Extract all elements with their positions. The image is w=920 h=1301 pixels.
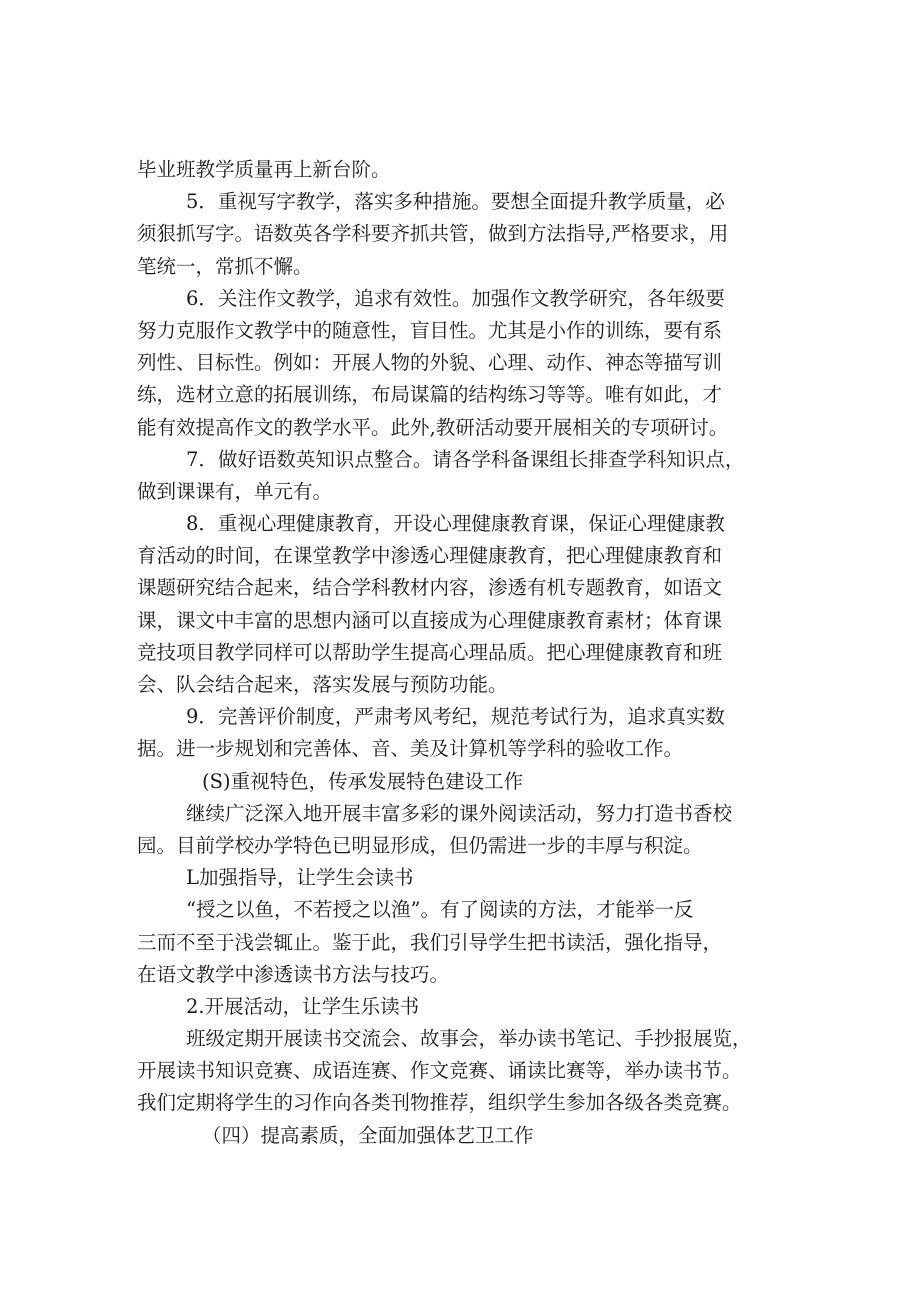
text-line: 列性、目标性。例如：开展人物的外貌、心理、动作、神态等描写训 [137, 351, 723, 375]
text-line: 8．重视心理健康教育，开设心理健康教育课，保证心理健康教 [186, 512, 725, 536]
text-line: （四）提高素质，全面加强体艺卫工作 [202, 1123, 534, 1147]
text-line: 须狠抓写字。语数英各学科要齐抓共管，做到方法指导,严格要求，用 [137, 222, 729, 246]
text-line: L加强指导，让学生会读书 [186, 866, 414, 890]
text-line: 园。目前学校办学特色已明显形成，但仍需进一步的丰厚与积淀。 [137, 833, 703, 857]
text-line: (S)重视特色，传承发展特色建设工作 [202, 769, 524, 793]
text-line: 做到课课有，单元有。 [137, 479, 333, 503]
text-line: 练，选材立意的拓展训练，布局谋篇的结构练习等等。唯有如此，才 [137, 383, 723, 407]
text-line: 6．关注作文教学，追求有效性。加强作文教学研究，各年级要 [186, 286, 725, 310]
text-line: 5．重视写字教学，落实多种措施。要想全面提升教学质量，必 [186, 190, 725, 214]
text-line: 三而不至于浅尝辄止。鉴于此，我们引导学生把书读活，强化指导， [137, 930, 723, 954]
text-line: 开展读书知识竞赛、成语连赛、作文竞赛、诵读比赛等，举办读书节。 [137, 1059, 742, 1083]
text-line: 继续广泛深入地开展丰富多彩的课外阅读活动，努力打造书香校 [186, 801, 733, 825]
text-line: 9．完善评价制度，严肃考风考纪，规范考试行为，追求真实数 [186, 705, 725, 729]
text-line: 课，课文中丰富的思想内涵可以直接成为心理健康教育素材；体育课 [137, 608, 723, 632]
text-line: 笔统一，常抓不懈。 [137, 254, 313, 278]
document-body [137, 154, 799, 1152]
text-line: 竞技项目教学同样可以帮助学生提高心理品质。把心理健康教育和班 [137, 640, 723, 664]
text-line: 努力克服作文教学中的随意性，盲目性。尤其是小作的训练，要有系 [137, 318, 723, 342]
text-line: 毕业班教学质量再上新台阶。 [137, 158, 391, 181]
text-line: 育活动的时间，在课堂教学中渗透心理健康教育，把心理健康教育和 [137, 544, 723, 568]
text-line: 课题研究结合起来，结合学科教材内容，渗透有机专题教育，如语文 [137, 576, 723, 600]
text-line: 会、队会结合起来，落实发展与预防功能。 [137, 673, 508, 696]
text-line: 能有效提高作文的教学水平。此外,教研活动要开展相关的专项研讨。 [137, 415, 729, 439]
text-line: 在语文教学中渗透读书方法与技巧。 [137, 962, 450, 986]
text-line: 2.开展活动，让学生乐读书 [186, 994, 420, 1018]
text-line: 7．做好语数英知识点整合。请各学科备课组长排查学科知识点， [186, 447, 745, 471]
text-line: 我们定期将学生的习作向各类刊物推荐，组织学生参加各级各类竞赛。 [137, 1091, 742, 1115]
text-line: 班级定期开展读书交流会、故事会，举办读书笔记、手抄报展览， [186, 1027, 752, 1051]
text-line: “授之以鱼，不若授之以渔”。有了阅读的方法，才能举一反 [186, 898, 694, 922]
text-line: 据。进一步规划和完善体、音、美及计算机等学科的验收工作。 [137, 737, 684, 761]
